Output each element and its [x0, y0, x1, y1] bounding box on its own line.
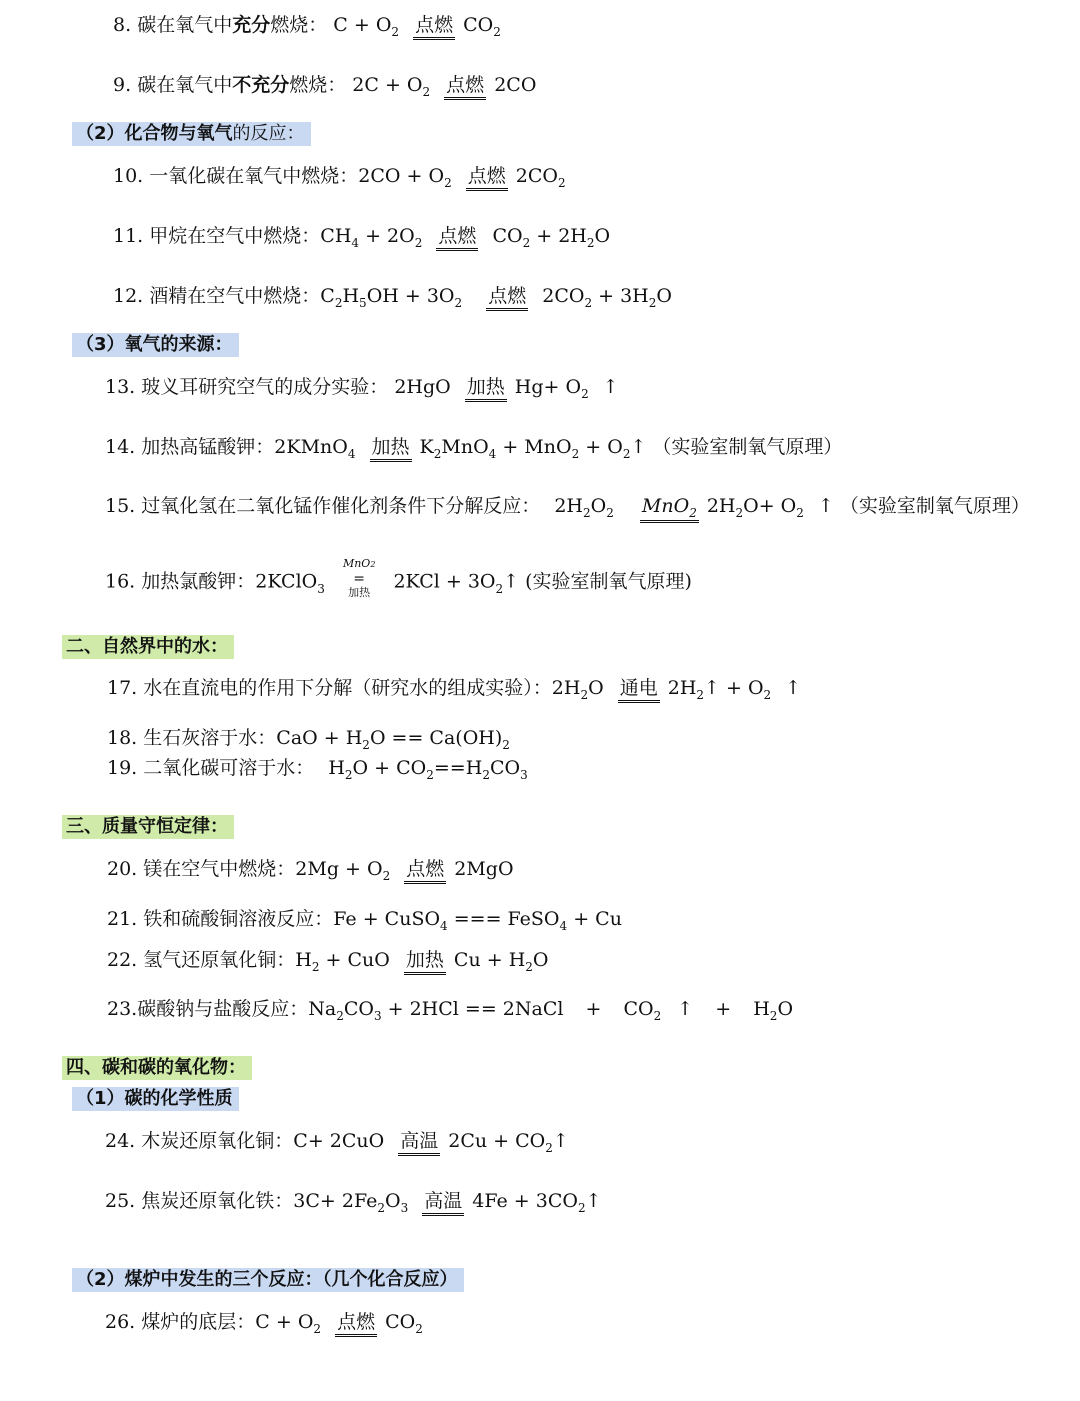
formula-part: O	[384, 1190, 401, 1212]
formula-part: H	[342, 285, 360, 307]
subsection-heading	[72, 1087, 239, 1111]
subscript: 2	[482, 768, 490, 782]
subscript: 2	[583, 506, 591, 520]
formula-part: H	[295, 949, 312, 971]
item-number: 22.	[107, 949, 138, 971]
item-desc: 一氧化碳在氧气中燃烧：	[149, 165, 359, 187]
heading-text: 三、质量守恒定律：	[66, 816, 228, 837]
item-desc: 镁在空气中燃烧：	[143, 858, 296, 880]
formula-part: === FeSO	[447, 908, 560, 930]
formula-part: 2HgO	[394, 376, 451, 398]
item-number: 19.	[107, 757, 138, 779]
reaction-condition: 高温	[422, 1189, 464, 1216]
subscript: 3	[520, 768, 528, 782]
subscript: 2	[653, 1009, 662, 1023]
subscript: 2	[415, 1322, 423, 1336]
formula-part: Cu + H	[453, 949, 526, 971]
heading-text: （1）碳的化学性质	[76, 1088, 233, 1109]
formula-part: O == Ca(OH)	[369, 727, 503, 749]
reaction-condition: 点燃	[436, 224, 478, 251]
formula-part: + 2O	[359, 225, 415, 247]
section-heading	[62, 815, 234, 839]
formula-part: 2H	[551, 677, 581, 699]
formula-part: CO	[492, 225, 523, 247]
formula-part: + MnO	[496, 436, 572, 458]
item-desc: 加热高锰酸钾：	[141, 436, 275, 458]
subscript: 2	[493, 25, 501, 39]
formula-part: O	[656, 285, 672, 307]
reaction-condition: 加热	[370, 435, 412, 462]
formula-part: 2H	[667, 677, 697, 699]
section-heading	[62, 1056, 252, 1080]
equation-row	[107, 675, 801, 703]
heat-condition: 加热	[348, 586, 371, 599]
item-number: 16.	[105, 570, 136, 593]
subscript: 2	[313, 1322, 322, 1336]
equation-row	[113, 12, 501, 40]
gas-arrow: ↑	[817, 495, 834, 517]
reaction-condition: 点燃	[486, 284, 528, 311]
item-number: 17.	[107, 677, 138, 699]
formula-part: 2KCl + 3O	[393, 570, 496, 593]
item-number: 23.	[107, 998, 138, 1020]
subscript: 2	[577, 1201, 586, 1215]
formula-part: 2MgO	[454, 858, 514, 880]
reaction-condition: 点燃	[466, 164, 508, 191]
subscript: 2	[522, 236, 531, 250]
reaction-condition: 通电	[618, 676, 660, 703]
subscript: 2	[584, 296, 593, 310]
formula-part: OH + 3O	[366, 285, 455, 307]
reactants: 2C + O	[352, 74, 423, 96]
gas-arrow: ↑	[585, 1190, 602, 1212]
item-number: 18.	[107, 727, 138, 749]
subscript: 4	[440, 919, 448, 933]
item-number: 13.	[105, 376, 136, 398]
plus-sign: +	[585, 998, 602, 1020]
section-heading	[62, 635, 234, 659]
subscript: 2	[502, 738, 510, 752]
subscript: 2	[763, 688, 772, 702]
formula-part: MnO	[441, 436, 489, 458]
subscript: 2	[334, 296, 343, 310]
subscript: 4	[559, 919, 568, 933]
formula-part: + 2H	[530, 225, 587, 247]
equation-row	[105, 493, 1030, 523]
subscript: 2	[545, 1141, 553, 1155]
formula-part: H	[328, 757, 345, 779]
heading-text: （2）煤炉中发生的三个反应：（几个化合反应）	[76, 1269, 458, 1290]
note-text: （实验室制氧气原理）	[652, 436, 843, 458]
reactants: C + O	[333, 14, 392, 36]
catalyst-text: MnO	[342, 557, 371, 570]
gas-arrow: ↑	[677, 998, 694, 1020]
formula-part: O	[532, 949, 549, 971]
gas-arrow: ↑	[602, 376, 619, 398]
item-desc: 二氧化碳可溶于水：	[143, 757, 315, 779]
equals-sign: =	[353, 571, 366, 587]
gas-arrow: ↑	[785, 677, 802, 699]
item-desc: 碳在氧气中	[137, 74, 233, 96]
formula-part: + Cu	[567, 908, 622, 930]
subscript: 3	[373, 1009, 382, 1023]
formula-part: ↑ + O	[704, 677, 764, 699]
heading-text: （3）氧气的来源：	[76, 334, 233, 355]
subscript: 2	[370, 560, 376, 569]
formula-part: CO	[623, 998, 654, 1020]
formula-part: 2KMnO	[274, 436, 348, 458]
subscript: 2	[433, 447, 442, 461]
item-desc: 木炭还原氧化铜：	[141, 1130, 294, 1152]
subscript: 3	[400, 1201, 409, 1215]
formula-part: O	[590, 495, 607, 517]
formula-part: 2Cu + CO	[448, 1130, 546, 1152]
item-desc: 过氧化氢在二氧化锰作催化剂条件下分解反应：	[141, 495, 541, 517]
equation-row	[113, 72, 536, 100]
item-number: 25.	[105, 1190, 136, 1212]
formula-part: K	[419, 436, 434, 458]
gas-arrow: ↑	[552, 1130, 569, 1152]
item-desc: 生石灰溶于水：	[143, 727, 277, 749]
subscript: 5	[359, 296, 367, 310]
item-desc: 碳在氧气中	[137, 14, 233, 36]
subscript: 2	[377, 1201, 385, 1215]
subscript: 2	[426, 768, 434, 782]
subscript: 2	[454, 296, 463, 310]
subscript: 2	[648, 296, 657, 310]
equation-row	[105, 557, 692, 604]
subscript: 2	[769, 1009, 778, 1023]
formula-part: 2Mg + O	[295, 858, 383, 880]
formula-part: O	[777, 998, 794, 1020]
formula-part: Fe + CuSO	[333, 908, 441, 930]
formula-part: CH	[320, 225, 352, 247]
reaction-condition: 点燃	[413, 13, 455, 40]
subscript: 2	[586, 236, 595, 250]
subscript: 2	[696, 688, 705, 702]
subsection-heading	[72, 122, 311, 146]
reaction-condition	[640, 494, 699, 523]
item-desc: 甲烷在空气中燃烧：	[149, 225, 321, 247]
subscript: 2	[622, 447, 631, 461]
catalyst: MnO	[641, 495, 690, 517]
item-desc: 碳酸钠与盐酸反应：	[137, 998, 309, 1020]
formula-part: CO	[385, 1311, 416, 1333]
equation-row	[113, 223, 610, 251]
subscript: 2	[571, 447, 580, 461]
formula-part: + O	[579, 436, 623, 458]
reaction-condition: 点燃	[335, 1310, 377, 1337]
subscript: 2	[422, 85, 431, 99]
item-desc: 燃烧：	[270, 14, 328, 36]
formula-part: 3C+ 2Fe	[293, 1190, 378, 1212]
formula-part: 2KClO	[255, 570, 318, 593]
products: 2CO	[515, 165, 558, 187]
item-desc: 氢气还原氧化铜：	[143, 949, 296, 971]
note-text: (实验室制氧气原理)	[525, 570, 692, 593]
item-desc: 铁和硫酸铜溶液反应：	[143, 908, 334, 930]
formula-part: + CuO	[319, 949, 390, 971]
reaction-condition: 点燃	[404, 857, 446, 884]
item-number: 9.	[113, 74, 132, 96]
products: CO	[463, 14, 494, 36]
item-number: 24.	[105, 1130, 136, 1152]
item-desc: 玻义耳研究空气的成分实验：	[141, 376, 389, 398]
equation-row	[113, 283, 672, 311]
subscript: 2	[689, 506, 697, 520]
equation-row	[105, 1128, 569, 1156]
item-number: 10.	[113, 165, 144, 187]
item-desc: 酒精在空气中燃烧：	[149, 285, 321, 307]
formula-part: 2H	[706, 495, 736, 517]
item-number: 21.	[107, 908, 138, 930]
reaction-condition: 高温	[398, 1129, 440, 1156]
heading-text: 四、碳和碳的氧化物：	[66, 1057, 246, 1078]
subscript: 4	[488, 447, 497, 461]
item-number: 12.	[113, 285, 144, 307]
reaction-condition: 点燃	[444, 73, 486, 100]
subscript: 2	[336, 1009, 344, 1023]
gas-arrow: ↑	[503, 570, 520, 593]
subscript: 4	[347, 447, 356, 461]
equation-row	[105, 434, 842, 462]
item-desc: 焦炭还原氧化铁：	[141, 1190, 294, 1212]
subsection-heading	[72, 333, 239, 357]
equation-row	[105, 374, 619, 402]
item-number: 11.	[113, 225, 144, 247]
equation-row	[107, 947, 548, 975]
equation-row	[105, 1309, 423, 1337]
equation-row	[107, 755, 528, 783]
subscript: 2	[606, 506, 614, 520]
formula-part: CO	[489, 757, 521, 779]
formula-part: 2CO	[542, 285, 585, 307]
formula-part: O+ O	[743, 495, 797, 517]
subscript: 2	[580, 688, 589, 702]
gas-arrow: ↑	[630, 436, 647, 458]
subscript: 2	[444, 176, 452, 190]
equation-row	[113, 163, 566, 191]
plus-sign: +	[715, 998, 732, 1020]
equation-row	[107, 856, 514, 884]
formula-part: O	[594, 225, 611, 247]
subscript: 4	[351, 236, 360, 250]
reaction-condition: 加热	[465, 375, 507, 402]
formula-part: H	[753, 998, 770, 1020]
subscript: 2	[382, 869, 391, 883]
item-desc-bold: 充分	[232, 14, 271, 36]
reactants: 2CO + O	[358, 165, 445, 187]
subsection-heading	[72, 1268, 464, 1292]
formula-part: ==H	[433, 757, 483, 779]
subscript: 2	[796, 506, 804, 520]
item-desc: 煤炉的底层：	[141, 1311, 256, 1333]
formula-part: CaO + H	[276, 727, 363, 749]
subscript: 2	[362, 738, 370, 752]
subscript: 2	[735, 506, 744, 520]
subscript: 2	[391, 25, 400, 39]
item-number: 8.	[113, 14, 132, 36]
equation-row	[105, 1188, 602, 1216]
formula-part: + 2HCl == 2NaCl	[381, 998, 564, 1020]
subscript: 2	[557, 176, 566, 190]
formula-part: Hg+ O	[514, 376, 582, 398]
equation-row	[107, 906, 622, 934]
products: 2CO	[494, 74, 537, 96]
formula-part: CO	[343, 998, 374, 1020]
formula-part: 4Fe + 3CO	[472, 1190, 578, 1212]
formula-part: C	[320, 285, 335, 307]
equation-row	[107, 725, 510, 753]
formula-part: O + CO	[352, 757, 427, 779]
heading-text: 二、自然界中的水：	[66, 636, 228, 657]
item-number: 15.	[105, 495, 136, 517]
item-desc-bold: 不充分	[232, 74, 290, 96]
reaction-condition	[343, 557, 375, 600]
formula-part: C+ 2CuO	[293, 1130, 385, 1152]
note-text: （实验室制氧气原理）	[839, 495, 1030, 517]
equation-row	[107, 996, 793, 1024]
subscript: 2	[495, 581, 504, 596]
item-desc: 水在直流电的作用下分解（研究水的组成实验）：	[143, 677, 552, 699]
formula-part: C + O	[255, 1311, 314, 1333]
subscript: 3	[317, 581, 325, 596]
heading-text: 的反应：	[232, 123, 305, 144]
reaction-condition: 加热	[404, 948, 446, 975]
subscript: 2	[414, 236, 423, 250]
item-number: 26.	[105, 1311, 136, 1333]
subscript: 2	[344, 768, 353, 782]
formula-part: 2H	[554, 495, 583, 517]
subscript: 2	[311, 960, 320, 974]
item-number: 20.	[107, 858, 138, 880]
item-desc: 加热氯酸钾：	[141, 570, 256, 593]
formula-part: O	[588, 677, 604, 699]
heading-text: （2）化合物与氧气	[76, 123, 233, 144]
catalyst	[343, 557, 375, 572]
formula-part: Na	[308, 998, 337, 1020]
subscript: 2	[581, 387, 589, 401]
item-number: 14.	[105, 436, 136, 458]
item-desc: 燃烧：	[289, 74, 347, 96]
formula-part: + 3H	[592, 285, 649, 307]
subscript: 2	[525, 960, 533, 974]
